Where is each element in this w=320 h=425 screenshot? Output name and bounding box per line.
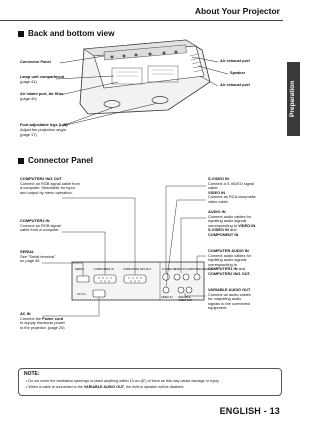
desc-line: Connect an RGB signal xyxy=(20,222,61,228)
desc-line: cable. xyxy=(208,185,219,191)
port-label-line: VARIABLE xyxy=(178,296,191,299)
desc-line: COMPONENT IN xyxy=(208,231,239,237)
port-video-label xyxy=(161,295,173,299)
page-header: About Your Projector xyxy=(194,6,280,16)
desc-line: inputting audio signals xyxy=(208,257,247,263)
desc-title: SERIAL xyxy=(20,249,35,254)
desc-line: corresponding to xyxy=(208,261,237,267)
desc-line: Connect an RCA composite xyxy=(208,194,256,200)
desc-line: Connect an audio cables xyxy=(208,291,251,297)
desc-title: AUDIO IN xyxy=(208,209,226,214)
port-audio-label xyxy=(174,267,186,271)
port-label-line: COMPUTER AUDIO IN xyxy=(186,268,213,271)
desc-title: COMPUTER AUDIO IN xyxy=(208,248,249,253)
port-label-line: S-VIDEO IN xyxy=(162,268,176,271)
note-line-2 xyxy=(26,385,184,389)
desc-bold: Power cord xyxy=(42,315,64,321)
section-title: Connector Panel xyxy=(28,156,94,165)
desc-title: COMPUTER1 IN xyxy=(20,218,50,223)
desc-title: COMPUTER2 IN/1 OUT xyxy=(20,176,62,181)
note-text: , the built-in speaker will be disabled. xyxy=(124,385,185,389)
desc-title: S-VIDEO IN xyxy=(208,176,229,181)
port-computer1-label xyxy=(94,267,114,271)
label-lamp-page: (page 41) xyxy=(20,79,37,84)
desc-line: on page 45. xyxy=(20,258,41,264)
desc-line: inputting audio signals xyxy=(208,218,247,224)
label-connector-panel: Connector Panel xyxy=(20,59,51,64)
desc-bold: S-VIDEO IN xyxy=(208,227,229,233)
desc-line: to the projector. (page 20) xyxy=(20,324,65,330)
desc-line: equipment. xyxy=(208,305,228,311)
desc-line: Connect a S-VIDEO signal xyxy=(208,180,255,186)
port-label-line: SERIAL xyxy=(75,268,85,271)
side-tab-label: Preparation xyxy=(289,80,296,118)
port-label-line: AUDIO OUT xyxy=(178,299,193,302)
desc-text: , xyxy=(255,222,257,228)
port-label-line: COMPUTER2 IN/1 OUT xyxy=(123,268,151,271)
label-foot-legs: Foot adjustable legs (L/R) xyxy=(20,122,68,127)
label-air-exhaust-1: Air exhaust port xyxy=(220,58,250,63)
note-line-1: • Do not cover the ventilation openings or place anything within 15 cm (6") of them as this may cause damage or injury. xyxy=(26,379,220,383)
desc-line: to supply electronic power xyxy=(20,320,65,326)
desc-line: Connect audio cables for xyxy=(208,252,252,258)
desc-line: COMPUTER2 IN/1 OUT. xyxy=(208,270,251,276)
label-speaker: Speaker xyxy=(230,70,246,75)
label-air-intake-page: (page 40) xyxy=(20,96,37,101)
desc-bold: VIDEO IN xyxy=(238,222,256,228)
label-air-intake: Air intake port, Air filter xyxy=(20,91,64,96)
desc-line: See "Serial terminal" xyxy=(20,253,56,259)
desc-line: Connect audio cables for xyxy=(208,213,252,219)
desc-text: and xyxy=(228,227,237,233)
desc-line: signals to the connected xyxy=(208,300,250,306)
port-ac-label xyxy=(77,292,87,296)
note-title: NOTE: xyxy=(24,371,40,377)
note-bold: VARIABLE AUDIO OUT xyxy=(83,385,125,389)
desc-title: AC IN xyxy=(20,311,31,316)
desc-line: video cable. xyxy=(208,198,229,204)
desc-title: VARIABLE AUDIO OUT xyxy=(208,287,251,292)
note-text: • When a cable is connected to the xyxy=(26,385,84,389)
page-number: ENGLISH - 13 xyxy=(219,406,280,416)
desc-line: a computer. Selectable for input xyxy=(20,185,75,191)
desc-bold: COMPUTER1 IN xyxy=(208,266,238,272)
label-lamp-compartment: Lamp unit compartment xyxy=(20,74,65,79)
label-air-exhaust-2: Air exhaust port xyxy=(220,82,250,87)
section-title: Back and bottom view xyxy=(28,29,115,38)
port-computer2-label xyxy=(123,267,151,271)
label-foot-desc: Adjust the projection angle. xyxy=(20,127,67,132)
label-foot-page: (page 17) xyxy=(20,132,37,137)
port-serial-label xyxy=(75,267,85,271)
desc-text: Connect the xyxy=(20,315,43,321)
port-label-line: AC IN ~ xyxy=(77,292,87,296)
desc-text: corresponding to xyxy=(208,222,239,228)
port-label-line: VIDEO IN xyxy=(161,296,173,299)
desc-line: Connect an RGB signal cable from xyxy=(20,180,80,186)
desc-line: for outputting audio xyxy=(208,296,242,302)
desc-text: and xyxy=(237,266,245,272)
port-comp-audio-label xyxy=(186,267,213,271)
port-label-line: COMPUTER1 IN xyxy=(94,268,114,271)
desc-line: and output by menu operation. xyxy=(20,189,73,195)
port-label-line: AUDIO IN xyxy=(174,268,186,271)
desc-line: cable from a computer. xyxy=(20,227,60,233)
desc-title: VIDEO IN xyxy=(208,189,226,195)
